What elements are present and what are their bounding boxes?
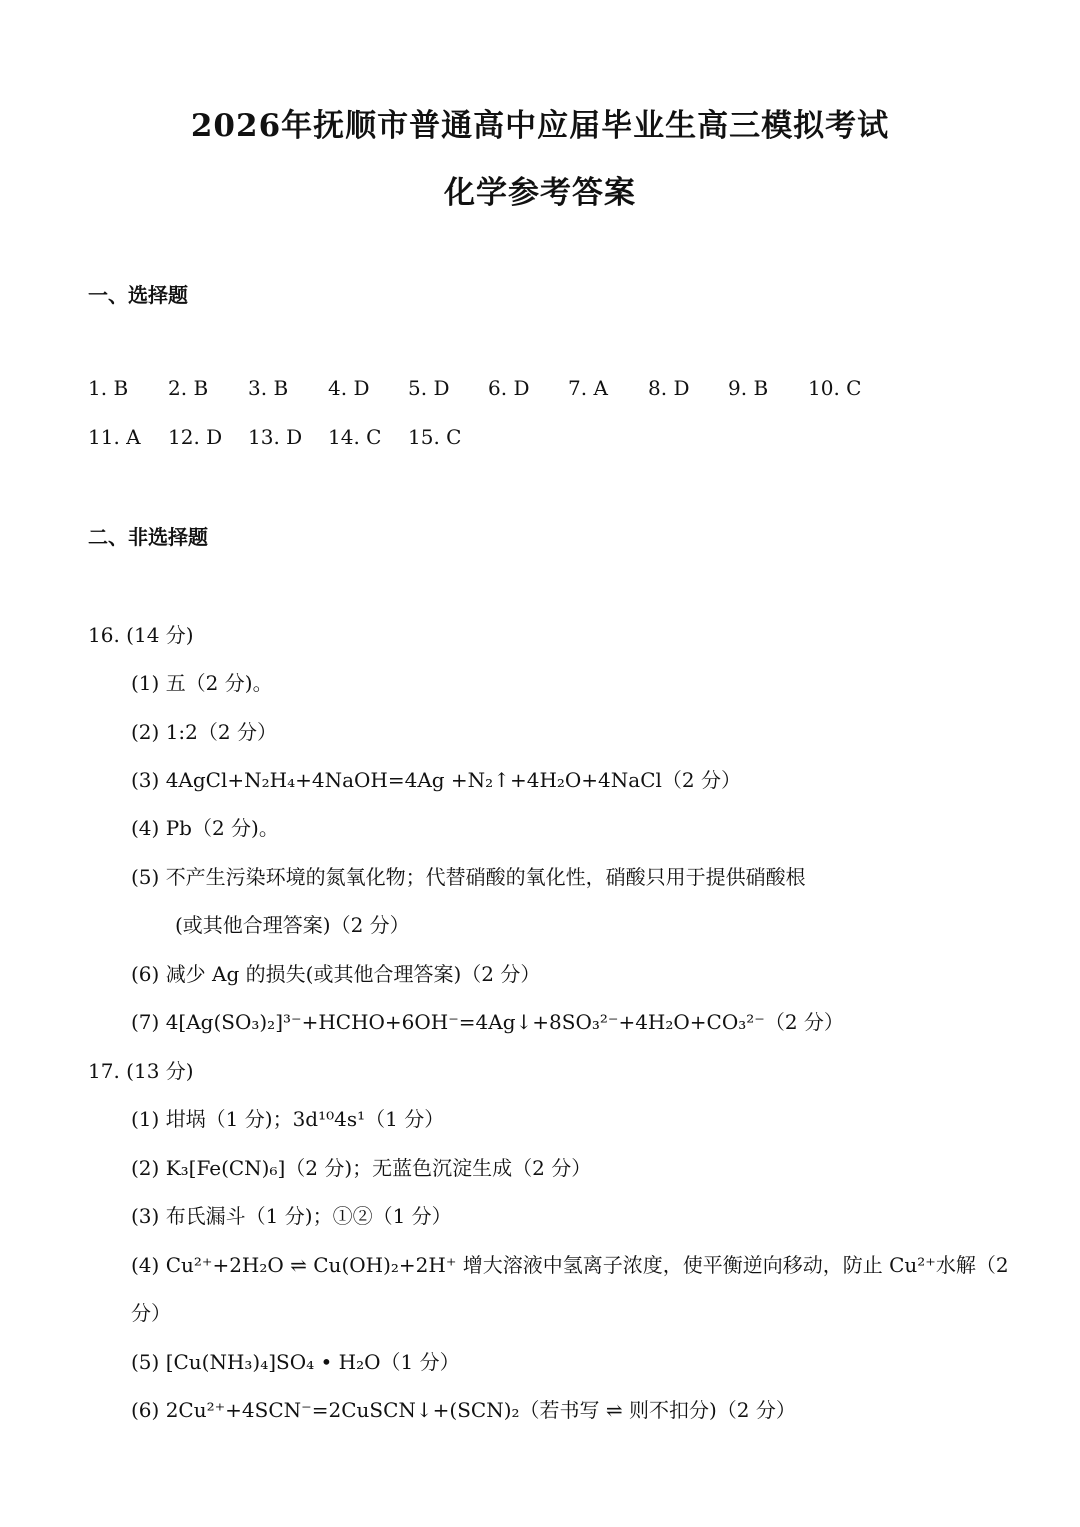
q17-header: 17. (13 分): [88, 1059, 194, 1083]
q16-answer-6: (6) 减少 Ag 的损失(或其他合理答案)（2 分）: [131, 962, 541, 986]
document-subtitle: 化学参考答案: [444, 175, 636, 211]
section-heading-multiple-choice: 一、选择题: [88, 283, 188, 307]
choice-answer: 3. B: [248, 376, 289, 400]
choice-answer: 13. D: [248, 425, 303, 449]
q17-answer-2: (2) K₃[Fe(CN)₆]（2 分)；无蓝色沉淀生成（2 分）: [131, 1156, 592, 1180]
choice-answer: 10. C: [808, 376, 862, 400]
q17-answer-4-continued: 分）: [131, 1301, 171, 1325]
q17-answer-6: (6) 2Cu²⁺+4SCN⁻=2CuSCN↓+(SCN)₂（若书写 ⇌ 则不扣分)（2 分）: [131, 1398, 796, 1422]
choice-answer: 1. B: [88, 376, 129, 400]
choice-answers-row-2: [88, 425, 488, 449]
q16-answer-2: (2) 1:2（2 分）: [131, 720, 277, 744]
q17-answer-1: (1) 坩埚（1 分)；3d¹⁰4s¹（1 分）: [131, 1107, 445, 1131]
choice-answer: 9. B: [728, 376, 769, 400]
choice-answer: 4. D: [328, 376, 370, 400]
choice-answer: 6. D: [488, 376, 530, 400]
section-heading-non-choice: 二、非选择题: [88, 525, 208, 549]
choice-answer: 15. C: [408, 425, 462, 449]
choice-answers-row-1: [88, 376, 888, 400]
q17-answer-3: (3) 布氏漏斗（1 分)；①②（1 分）: [131, 1204, 452, 1228]
document-title: 2026年抚顺市普通高中应届毕业生高三模拟考试: [190, 108, 890, 144]
choice-answer: 8. D: [648, 376, 690, 400]
q17-answer-5: (5) [Cu(NH₃)₄]SO₄ • H₂O（1 分）: [131, 1350, 460, 1374]
choice-answer: 7. A: [568, 376, 608, 400]
choice-answer: 12. D: [168, 425, 223, 449]
q16-header: 16. (14 分): [88, 623, 194, 647]
q16-answer-4: (4) Pb（2 分)。: [131, 816, 279, 840]
choice-answer: 5. D: [408, 376, 450, 400]
choice-answer: 14. C: [328, 425, 382, 449]
q16-answer-5: (5) 不产生污染环境的氮氧化物；代替硝酸的氧化性，硝酸只用于提供硝酸根: [131, 865, 806, 889]
q16-answer-5-continued: (或其他合理答案)（2 分）: [175, 913, 410, 937]
q17-answer-4: (4) Cu²⁺+2H₂O ⇌ Cu(OH)₂+2H⁺ 增大溶液中氢离子浓度，使平衡逆向移动，防止 Cu²⁺水解（2: [131, 1253, 1009, 1277]
choice-answer: 11. A: [88, 425, 141, 449]
choice-answer: 2. B: [168, 376, 209, 400]
q16-answer-3: (3) 4AgCl+N₂H₄+4NaOH=4Ag +N₂↑+4H₂O+4NaCl（2 分）: [131, 768, 741, 792]
q16-answer-1: (1) 五（2 分)。: [131, 671, 273, 695]
q16-answer-7: (7) 4[Ag(SO₃)₂]³⁻+HCHO+6OH⁻=4Ag↓+8SO₃²⁻+4H₂O+CO₃²⁻（2 分）: [131, 1010, 844, 1034]
